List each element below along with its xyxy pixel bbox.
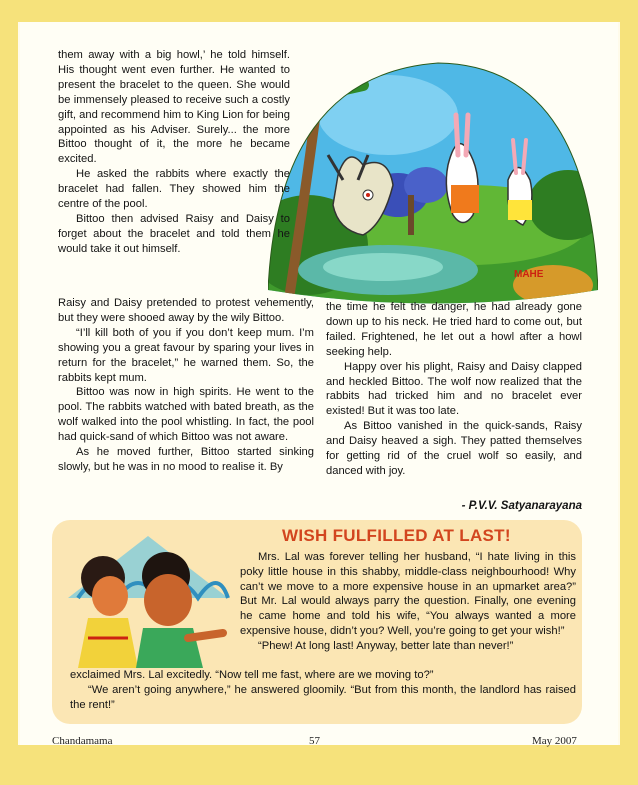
artist-signature: MAHE <box>514 269 544 280</box>
story-paragraph: Raisy and Daisy pretended to protest vehemently, but they were shooed away by the wily Bittoo. <box>58 297 314 324</box>
story-paragraph: As he moved further, Bittoo started sinking slowly, but he was in no mood to realise it. By <box>58 446 314 473</box>
story-paragraph: As Bittoo vanished in the quick-sands, Raisy and Daisy heaved a sigh. They patted themselves for getting rid of the cruel wolf so easily, and danced with joy. <box>326 420 582 477</box>
footer-date: May 2007 <box>532 735 577 747</box>
joke-title: WISH FULFILLED AT LAST! <box>282 526 511 545</box>
joke-text-full <box>70 668 576 712</box>
page-number: 57 <box>309 735 320 747</box>
story-illustration <box>268 55 598 315</box>
joke-paragraph: Mrs. Lal was forever telling her husband, “I hate living in this poky little house in this shabby, middle-class neighbourhood! Why can’t we move to a more expensive house in an upmarket area?” But Mr. Lal would always parry the question. Finally, one evening he came home and told his wife, “You always wanted a more expensive house, didn’t you? Well, you’re going to get your wish!” <box>240 551 576 637</box>
joke-text-right <box>240 550 576 654</box>
story-paragraph: the time he felt the danger, he had already gone down up to his neck. He tried hard to come out, but failed. Frightened, he let out a howl after a howl seeking help. <box>326 301 582 358</box>
story-byline: - P.V.V. Satyanarayana <box>461 500 582 512</box>
story-paragraph: Bittoo was now in high spirits. He went to the pool. The rabbits watched with bated breath, as the wolf walked into the pool whistling. In fact, the pool had quick-sand of which Bittoo was not aware. <box>58 386 314 444</box>
story-paragraph: He asked the rabbits where exactly the bracelet had fallen. They showed him the centre of the pool. <box>58 168 290 211</box>
story-left-bottom <box>58 296 314 475</box>
story-left-top <box>58 48 290 257</box>
joke-paragraph: “Phew! At long last! Anyway, better late than never!” <box>258 639 514 652</box>
joke-paragraph: exclaimed Mrs. Lal excitedly. “Now tell me fast, where are we moving to?” <box>70 669 434 681</box>
joke-paragraph: “We aren’t going anywhere,” he answered gloomily. “But from this month, the landlord has raised the rent!” <box>70 683 576 711</box>
story-paragraph: “I’ll kill both of you if you don’t keep mum. I’m showing you a great favour by sparing your lives in return for the bracelet,” he warned them. So, the rabbits kept mum. <box>58 326 314 384</box>
story-paragraph: them away with a big howl,’ he told himself. His thought went even further. He wanted to present the bracelet to the queen. She would be immensely pleased to receive such a costly gift, and recommend him to King Lion for being appointed as his Adviser. Surely... the more Bittoo thought of it, the more he became excited. <box>58 49 290 166</box>
footer-magazine-name: Chandamama <box>52 735 113 747</box>
story-paragraph: Happy over his plight, Raisy and Daisy clapped and heckled Bittoo. The wolf now realized that the rabbits had tricked him and no bracelet ever existed! But it was too late. <box>326 360 582 418</box>
story-right-column <box>326 300 582 479</box>
couple-illustration <box>58 528 238 668</box>
story-paragraph: Bittoo then advised Raisy and Daisy to forget about the bracelet and told them he would take it out himself. <box>58 212 290 255</box>
